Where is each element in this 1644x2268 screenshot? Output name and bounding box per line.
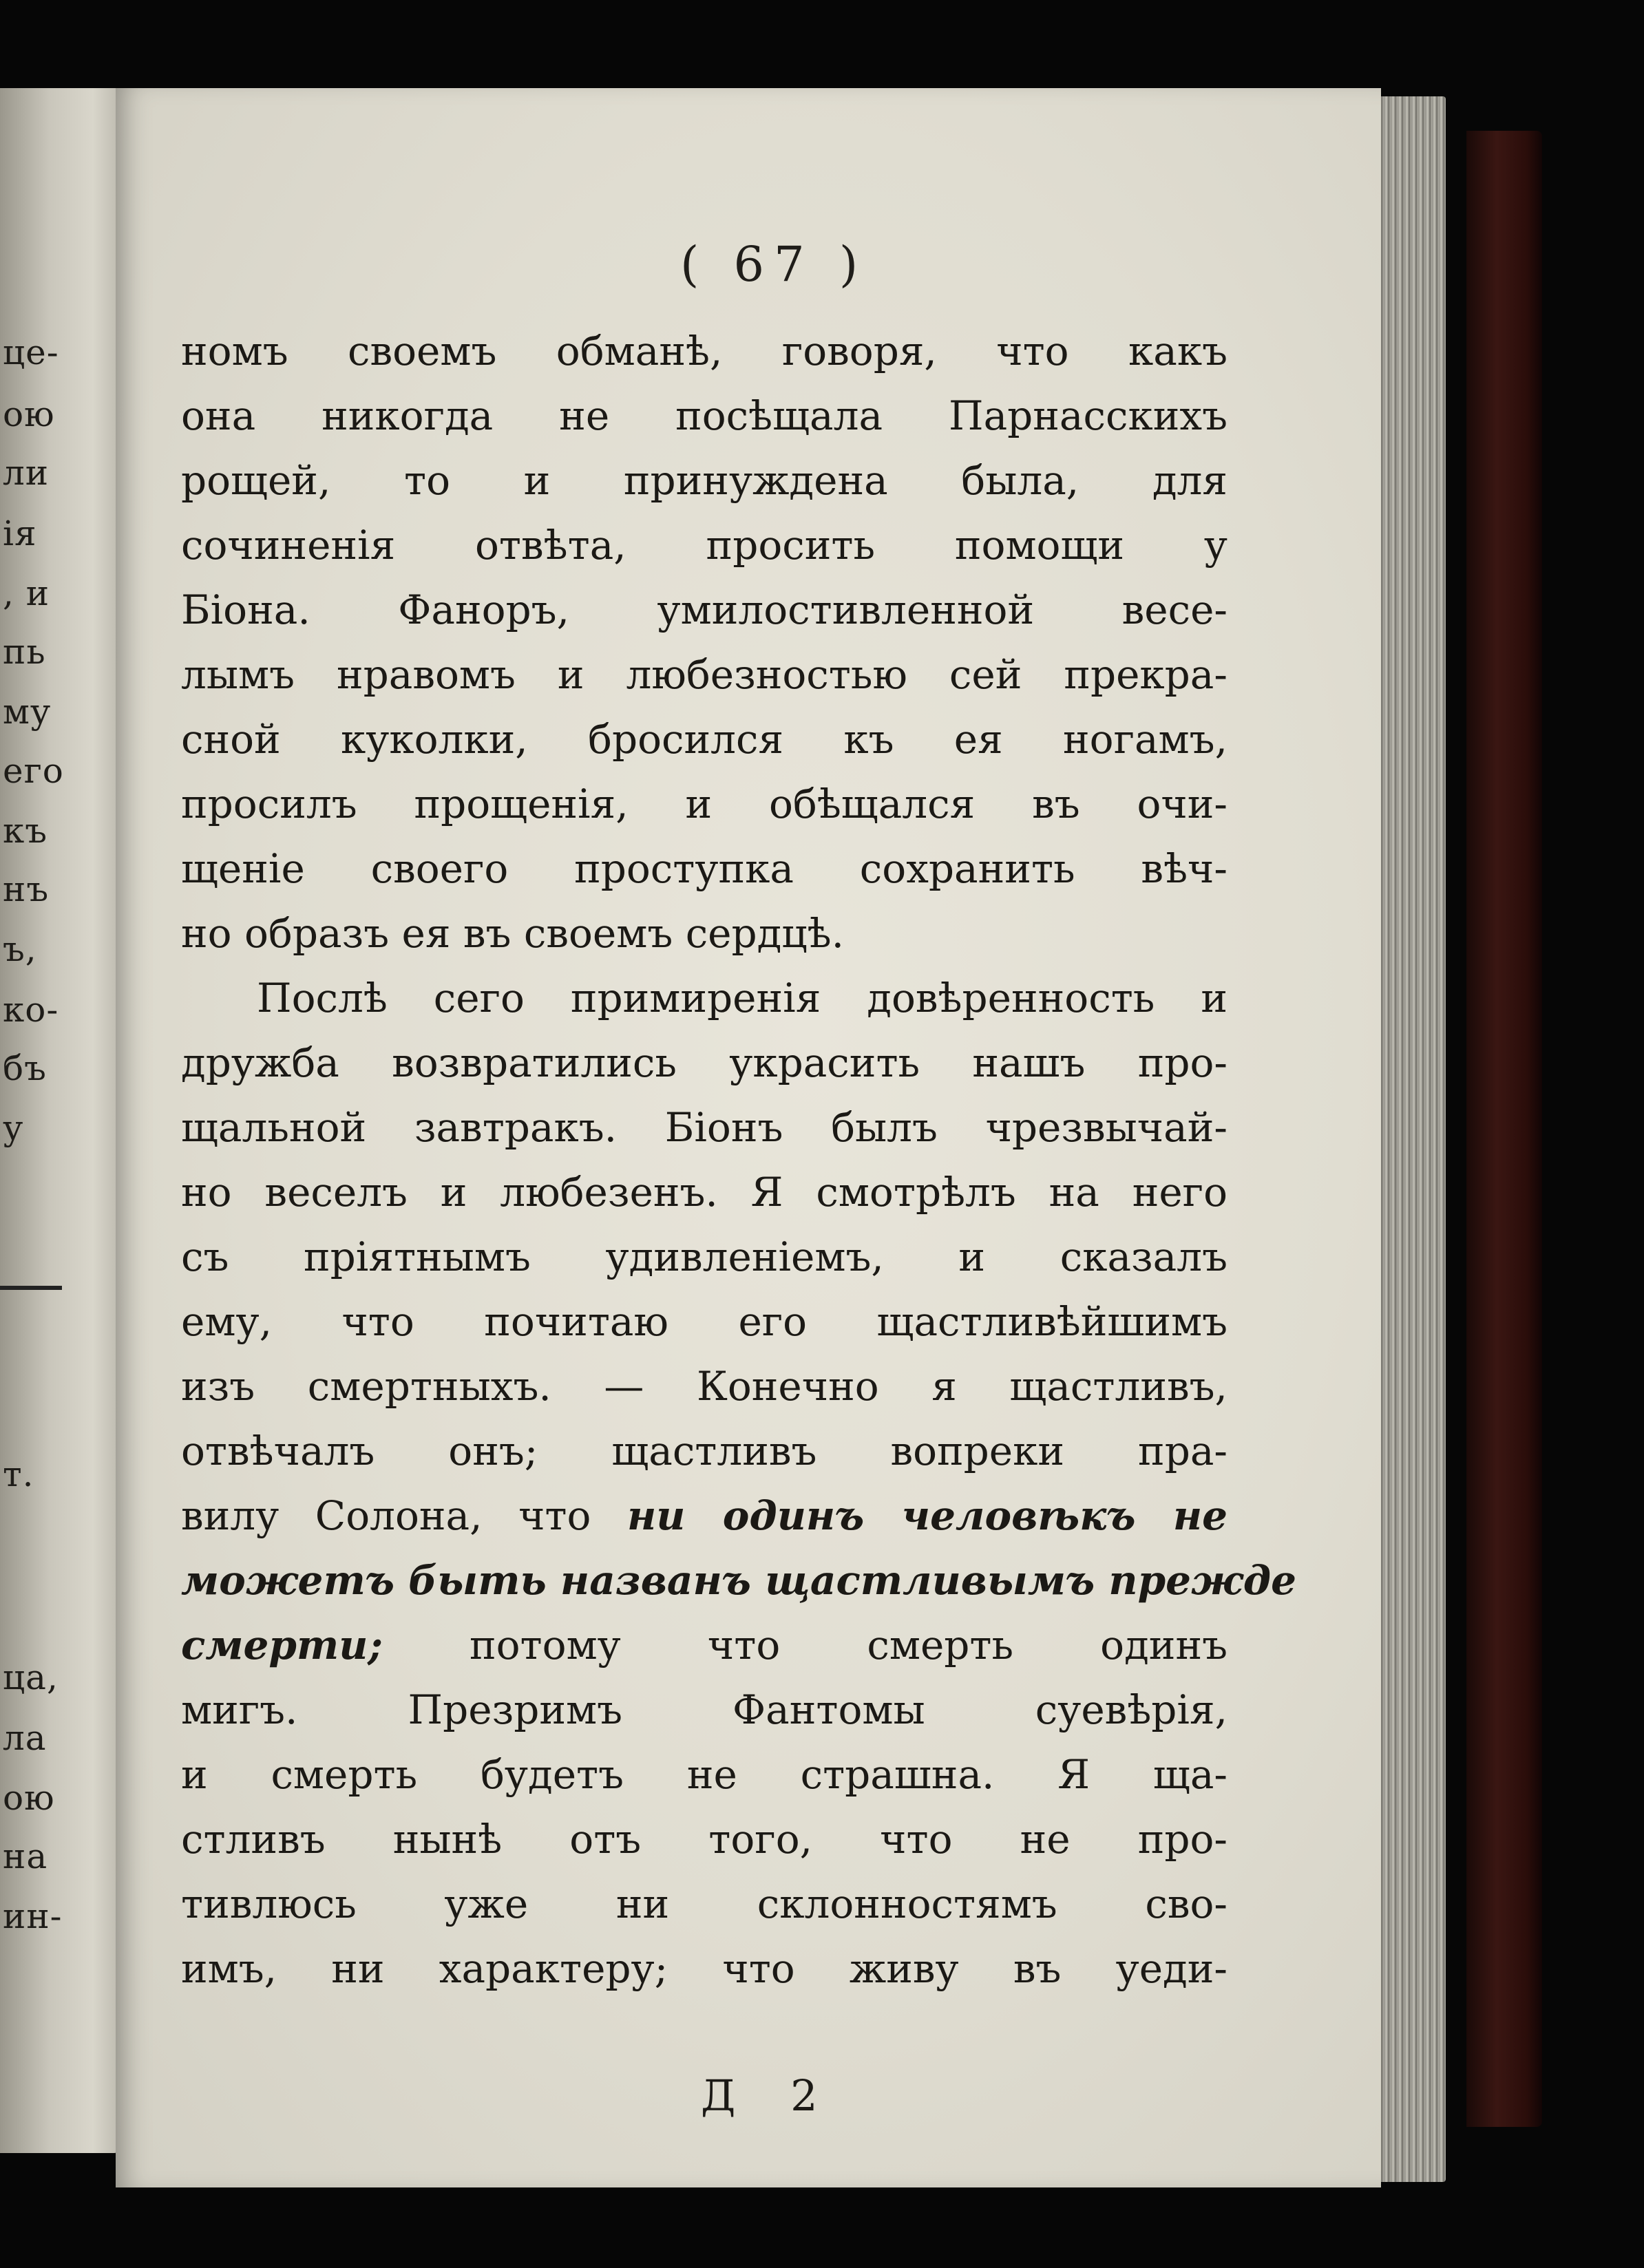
text-line: ему, что почитаю его щастливѣйшимъ bbox=[181, 1298, 1227, 1345]
left-page-fragment: ла bbox=[3, 1718, 47, 1758]
left-page-fragment: ія bbox=[3, 513, 37, 553]
text-line: сной куколки, бросился къ ея ногамъ, bbox=[181, 716, 1227, 763]
signature-mark: Д 2 bbox=[701, 2070, 839, 2121]
left-page-fragment: къ bbox=[3, 811, 48, 851]
text-segment-italic: смерти; bbox=[181, 1622, 383, 1668]
page-stack-edge bbox=[1370, 96, 1446, 2182]
left-page-fragment: на bbox=[3, 1836, 48, 1876]
page-number: ( 67 ) bbox=[680, 236, 868, 293]
left-page-fragment: пь bbox=[3, 632, 46, 672]
text-segment-italic: можетъ быть названъ щастливымъ прежде bbox=[181, 1557, 1296, 1604]
text-line: просилъ прощенія, и обѣщался въ очи- bbox=[181, 781, 1227, 827]
page-text bbox=[181, 319, 1296, 2001]
left-page-fragment: ъ, bbox=[3, 929, 37, 969]
text-line: дружба возвратились украсить нашъ про- bbox=[181, 1039, 1227, 1086]
text-segment: вилу Солона, что bbox=[181, 1492, 591, 1539]
left-page-fragment: его bbox=[3, 751, 64, 791]
text-line: и смерть будетъ не страшна. Я ща- bbox=[181, 1751, 1227, 1798]
left-page-fragment: т. bbox=[3, 1454, 34, 1494]
text-line: но веселъ и любезенъ. Я смотрѣлъ на него bbox=[181, 1169, 1227, 1216]
text-line: отвѣчалъ онъ; щастливъ вопреки пра- bbox=[181, 1428, 1227, 1474]
left-page-fragment: ою bbox=[3, 1778, 55, 1818]
left-page-fragment: у bbox=[3, 1108, 24, 1148]
text-line: щальной завтракъ. Біонъ былъ чрезвычай- bbox=[181, 1104, 1227, 1151]
text-line: имъ, ни характеру; что живу въ уеди- bbox=[181, 1945, 1227, 1992]
text-line: съ пріятнымъ удивленіемъ, и сказалъ bbox=[181, 1233, 1227, 1280]
text-line-mixed bbox=[181, 1483, 1227, 1548]
text-segment: потому что смерть одинъ bbox=[469, 1622, 1228, 1668]
left-page-fragment: ою bbox=[3, 394, 55, 434]
text-line-italic bbox=[181, 1548, 1296, 1613]
text-line: лымъ нравомъ и любезностью сей прекра- bbox=[181, 651, 1227, 698]
left-page-fragment: ца, bbox=[3, 1657, 59, 1697]
left-page-fragment: ли bbox=[3, 453, 50, 493]
text-line-mixed bbox=[181, 1613, 1227, 1677]
book-cover-edge bbox=[1466, 131, 1542, 2127]
text-line: Послѣ сего примиренія довѣренность и bbox=[257, 975, 1227, 1021]
left-page-fragment: , и bbox=[3, 573, 50, 613]
left-page-fragment: му bbox=[3, 692, 52, 732]
left-page-rule bbox=[0, 1286, 62, 1290]
book-page bbox=[116, 88, 1381, 2187]
text-line: тивлюсь уже ни склонностямъ сво- bbox=[181, 1880, 1227, 1927]
text-line: но образъ ея въ своемъ сердцѣ. bbox=[181, 910, 845, 957]
left-page-fragment: нъ bbox=[3, 869, 50, 909]
left-page bbox=[0, 88, 124, 2153]
text-line: изъ смертныхъ. — Конечно я щастливъ, bbox=[181, 1363, 1227, 1410]
left-page-fragment: ко- bbox=[3, 990, 59, 1030]
left-page-fragment: це- bbox=[3, 332, 59, 372]
text-line: сочиненія отвѣта, просить помощи у bbox=[181, 522, 1227, 569]
text-segment-italic: ни одинъ человѣкъ не bbox=[626, 1492, 1227, 1539]
text-line: мигъ. Презримъ Фантомы суевѣрія, bbox=[181, 1686, 1227, 1733]
text-line: рощей, то и принуждена была, для bbox=[181, 457, 1227, 504]
text-line: она никогда не посѣщала Парнасскихъ bbox=[181, 392, 1227, 439]
text-line: Біона. Фаноръ, умилостивленной весе- bbox=[181, 586, 1227, 633]
left-page-fragment: ин- bbox=[3, 1896, 63, 1936]
text-line: щеніе своего проступка сохранить вѣч- bbox=[181, 845, 1227, 892]
text-line: номъ своемъ обманѣ, говоря, что какъ bbox=[181, 328, 1227, 374]
text-line: стливъ нынѣ отъ того, что не про- bbox=[181, 1816, 1227, 1863]
left-page-fragment: бъ bbox=[3, 1048, 47, 1088]
